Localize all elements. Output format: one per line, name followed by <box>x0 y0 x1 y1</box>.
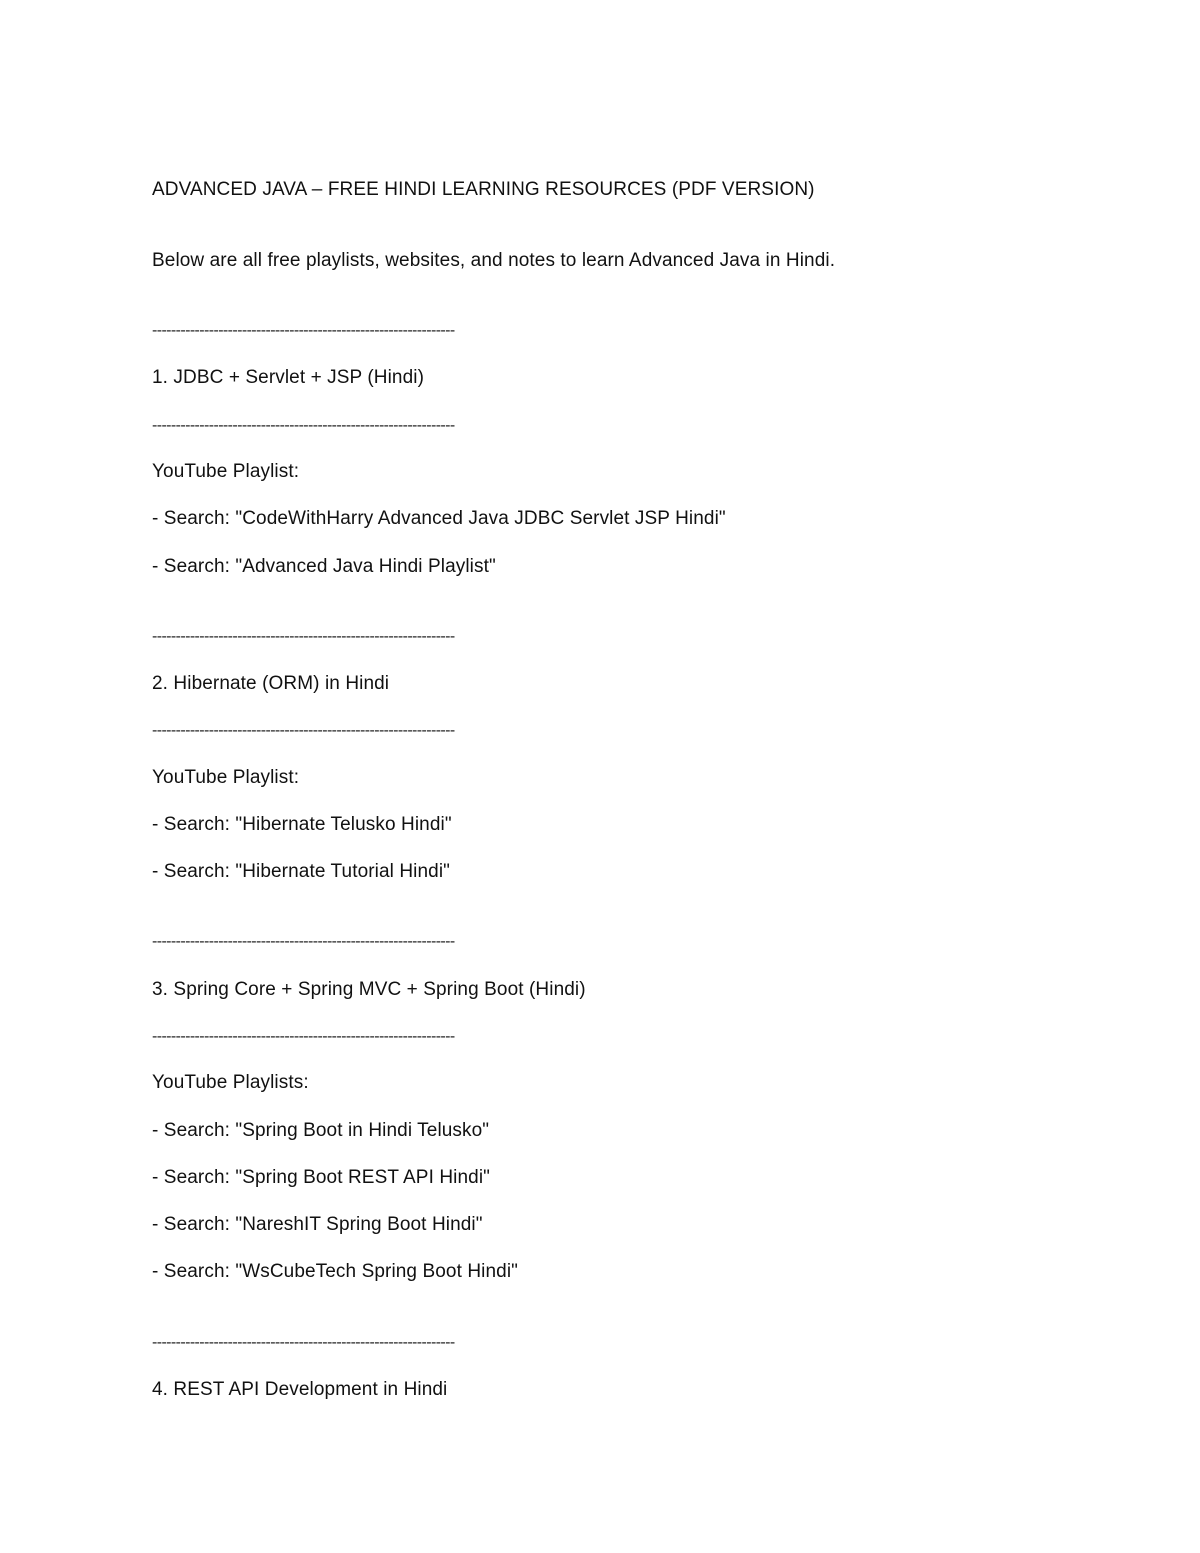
list-item: - Search: "Spring Boot in Hindi Telusko" <box>152 1120 490 1141</box>
list-item: - Search: "Advanced Java Hindi Playlist" <box>152 556 496 577</box>
list-item: - Search: "Spring Boot REST API Hindi" <box>152 1167 490 1188</box>
list-item: - Search: "Hibernate Telusko Hindi" <box>152 814 452 835</box>
section-divider: ---------------------------------------------------------------- <box>152 628 455 645</box>
section-divider: ---------------------------------------------------------------- <box>152 933 455 950</box>
section-subheading: YouTube Playlists: <box>152 1072 309 1093</box>
section-heading: 3. Spring Core + Spring MVC + Spring Boot (Hindi) <box>152 979 586 1000</box>
section-divider: ---------------------------------------------------------------- <box>152 722 455 739</box>
section-heading: 1. JDBC + Servlet + JSP (Hindi) <box>152 367 425 388</box>
section-subheading: YouTube Playlist: <box>152 461 300 482</box>
section-heading: 2. Hibernate (ORM) in Hindi <box>152 673 390 694</box>
document-title: ADVANCED JAVA – FREE HINDI LEARNING RESOURCES (PDF VERSION) <box>152 179 815 200</box>
list-item: - Search: "CodeWithHarry Advanced Java JDBC Servlet JSP Hindi" <box>152 508 726 529</box>
section-divider: ---------------------------------------------------------------- <box>152 322 455 339</box>
section-heading: 4. REST API Development in Hindi <box>152 1379 448 1400</box>
section-divider: ---------------------------------------------------------------- <box>152 417 455 434</box>
section-divider: ---------------------------------------------------------------- <box>152 1028 455 1045</box>
section-subheading: YouTube Playlist: <box>152 767 300 788</box>
list-item: - Search: "WsCubeTech Spring Boot Hindi" <box>152 1261 518 1282</box>
list-item: - Search: "Hibernate Tutorial Hindi" <box>152 861 450 882</box>
list-item: - Search: "NareshIT Spring Boot Hindi" <box>152 1214 483 1235</box>
section-divider: ---------------------------------------------------------------- <box>152 1334 455 1351</box>
document-intro: Below are all free playlists, websites, and notes to learn Advanced Java in Hindi. <box>152 250 836 271</box>
